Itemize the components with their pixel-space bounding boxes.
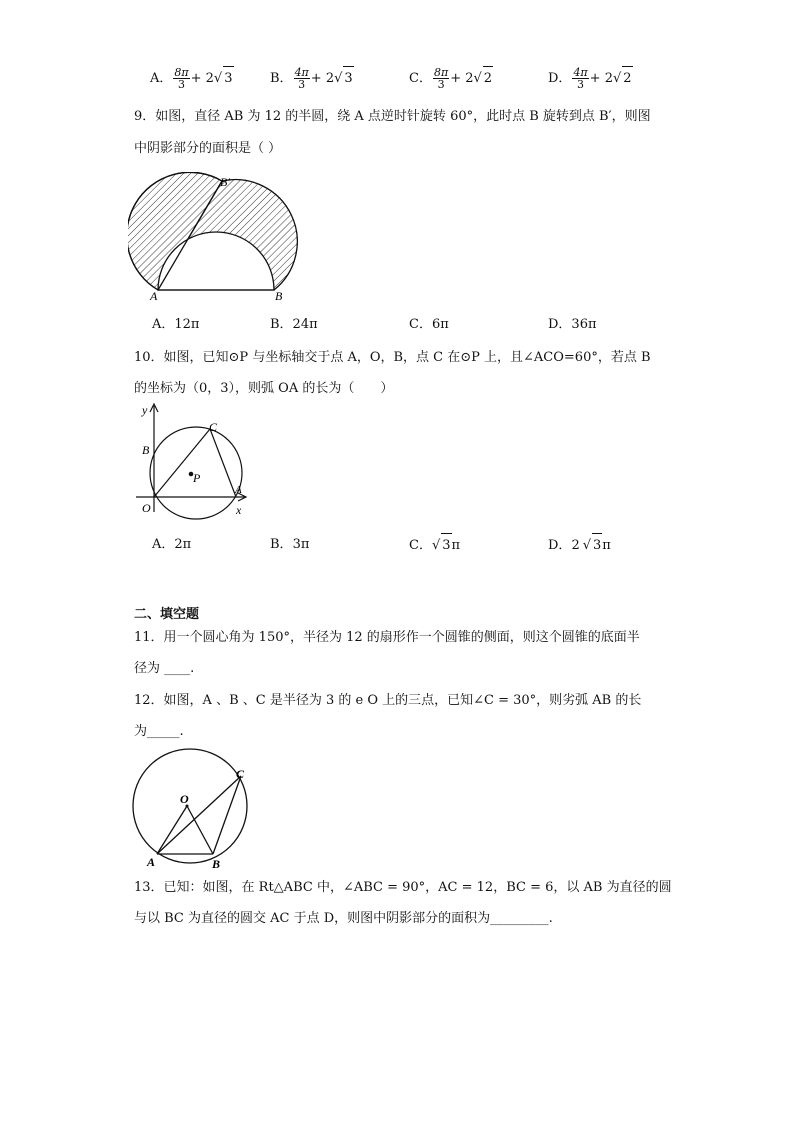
label-b: B bbox=[142, 443, 150, 457]
q9-option-d[interactable]: D．36π bbox=[548, 317, 597, 332]
denominator: 3 bbox=[298, 78, 306, 91]
label-c: C bbox=[209, 420, 218, 434]
option-value: 2π bbox=[174, 537, 192, 552]
numerator: 8π bbox=[174, 66, 189, 79]
numerator: 4π bbox=[573, 66, 588, 79]
q9-option-c[interactable]: C．6π bbox=[409, 317, 449, 332]
label-o: O bbox=[180, 792, 189, 806]
option-suffix: π bbox=[602, 537, 611, 553]
denominator: 3 bbox=[437, 78, 445, 91]
q11-text-line2: 径为 ____. bbox=[134, 661, 195, 676]
radicand: 3 bbox=[223, 66, 233, 91]
label-b: B bbox=[212, 857, 221, 870]
q8-option-a[interactable] bbox=[150, 66, 234, 91]
denominator: 3 bbox=[178, 78, 185, 91]
q10-options bbox=[150, 533, 710, 557]
radicand: 3 bbox=[343, 66, 353, 91]
label-a: A bbox=[147, 855, 156, 869]
sqrt-sign: √ bbox=[582, 537, 592, 553]
fraction bbox=[173, 67, 189, 90]
q10-option-a[interactable] bbox=[152, 533, 191, 557]
plus-term: + 2 bbox=[450, 70, 474, 86]
label-p: P bbox=[193, 471, 201, 485]
q10-option-c[interactable] bbox=[409, 533, 460, 558]
radicand: 2 bbox=[483, 66, 493, 91]
sqrt-sign: √ bbox=[334, 70, 343, 86]
label-o: O bbox=[142, 501, 151, 515]
numerator: 8π bbox=[433, 66, 449, 79]
q13-text-line2: 与以 BC 为直径的圆交 AC 于点 D，则图中阴影部分的面积为_________. bbox=[134, 911, 553, 926]
option-label: C． bbox=[409, 537, 432, 553]
option-label: D． bbox=[548, 70, 572, 86]
radicand: 2 bbox=[622, 66, 632, 91]
segment-oc bbox=[154, 429, 210, 497]
label-a: A bbox=[235, 484, 242, 496]
q9-option-b[interactable]: B．24π bbox=[270, 317, 318, 332]
option-label: C． bbox=[409, 70, 432, 86]
plus-term: + 2 bbox=[589, 70, 613, 86]
label-b-prime: B′ bbox=[220, 175, 230, 189]
sqrt-sign: √ bbox=[213, 70, 223, 86]
option-label: D． bbox=[548, 537, 572, 553]
q8-option-c[interactable] bbox=[409, 66, 493, 91]
q8-option-d[interactable] bbox=[548, 66, 633, 91]
label-x: x bbox=[236, 503, 242, 517]
option-label: A． bbox=[150, 70, 173, 86]
q10-option-b[interactable] bbox=[270, 533, 309, 557]
option-label: B． bbox=[270, 537, 293, 552]
segment-ac bbox=[157, 776, 241, 854]
sqrt-sign: √ bbox=[612, 70, 622, 86]
q12-figure bbox=[128, 746, 258, 870]
label-a: A bbox=[150, 289, 158, 303]
q8-options bbox=[150, 66, 710, 90]
sqrt-sign: √ bbox=[473, 70, 482, 86]
q10-text-line2: 的坐标为（0，3），则弧 OA 的长为（ ） bbox=[134, 381, 394, 396]
option-prefix: 2 bbox=[571, 537, 580, 553]
option-label: B． bbox=[270, 70, 293, 86]
q10-option-d[interactable] bbox=[548, 533, 611, 558]
q10-text-line1: 10．如图，已知⊙P 与坐标轴交于点 A，O，B，点 C 在⊙P 上，且∠ACO=60°，若点 B bbox=[134, 350, 651, 365]
option-suffix: π bbox=[451, 537, 461, 553]
q9-text-line1: 9．如图，直径 AB 为 12 的半圆，绕 A 点逆时针旋转 60°，此时点 B 旋转到点 B′，则图 bbox=[134, 109, 651, 124]
q12-text-line1: 12．如图，A 、B 、C 是半径为 3 的 e O 上的三点，已知∠C = 30°，则劣弧 AB 的长 bbox=[134, 693, 642, 708]
section-heading: 二、填空题 bbox=[134, 607, 200, 622]
label-y: y bbox=[142, 403, 148, 417]
sqrt-sign: √ bbox=[431, 537, 441, 553]
q8-option-b[interactable] bbox=[270, 66, 354, 91]
q13-text-line1: 13．已知：如图，在 Rt△ABC 中，∠ABC = 90°，AC = 12，BC = 6，以 AB 为直径的圆 bbox=[134, 880, 672, 895]
label-b: B bbox=[275, 289, 283, 303]
radicand: 3 bbox=[592, 533, 602, 558]
q9-options bbox=[150, 313, 710, 337]
q11-text-line1: 11．用一个圆心角为 150°，半径为 12 的扇形作一个圆锥的侧面，则这个圆锥的底面半 bbox=[134, 630, 640, 645]
q10-figure bbox=[130, 400, 255, 525]
fraction bbox=[572, 67, 588, 90]
denominator: 3 bbox=[577, 78, 585, 91]
q9-figure bbox=[128, 172, 298, 304]
q12-text-line2: 为_____. bbox=[134, 724, 184, 739]
radicand: 3 bbox=[441, 533, 451, 558]
label-c: C bbox=[236, 767, 245, 781]
fraction bbox=[294, 67, 310, 90]
plus-term: + 2 bbox=[190, 70, 214, 86]
fraction bbox=[433, 67, 449, 90]
segment-bc bbox=[213, 776, 241, 854]
option-value: 3π bbox=[292, 537, 310, 552]
plus-term: + 2 bbox=[310, 70, 335, 86]
numerator: 4π bbox=[294, 66, 309, 79]
q9-option-a[interactable]: A．12π bbox=[152, 317, 200, 332]
segment-ca bbox=[210, 429, 236, 497]
option-label: A． bbox=[152, 537, 175, 552]
q9-text-line2: 中阴影部分的面积是（ ） bbox=[134, 141, 282, 156]
